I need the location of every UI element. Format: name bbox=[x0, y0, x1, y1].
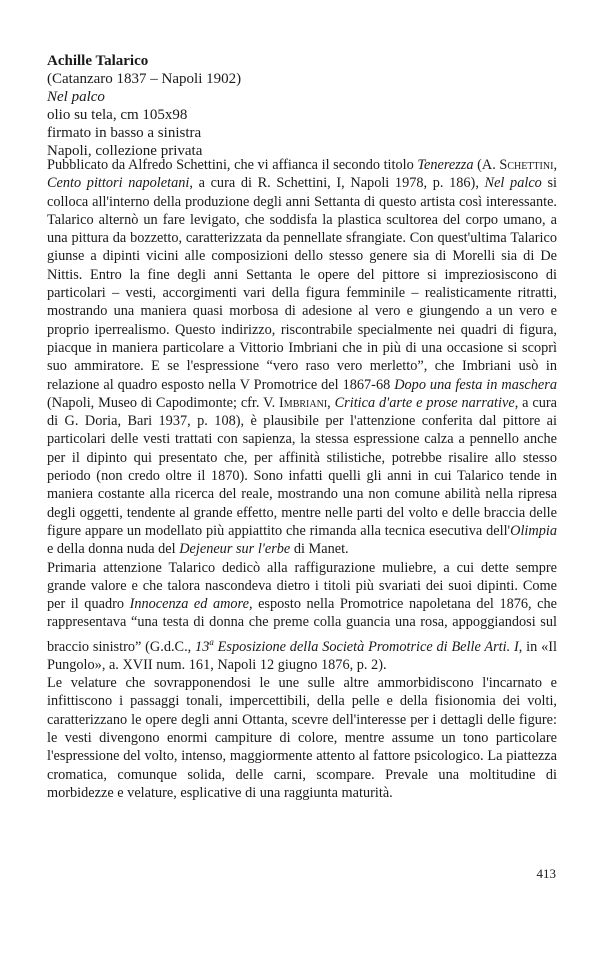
p2-italic-number: 13 bbox=[195, 638, 210, 655]
catalogue-entry-header bbox=[47, 52, 557, 160]
p1-italic-dopo-una-festa: Dopo una festa in maschera bbox=[394, 376, 557, 393]
p1-text-k: (Napoli, Museo di Capodimonte; cfr. V. bbox=[47, 394, 280, 411]
p1-author-schettini: Schettini bbox=[499, 157, 554, 173]
p1-italic-nel-palco: Nel palco bbox=[484, 175, 542, 192]
p1-text-e: , bbox=[553, 157, 558, 173]
p1-text-m: , bbox=[327, 394, 335, 411]
p1-italic-cento-pittori: Cento pittori napoletani bbox=[47, 175, 190, 192]
p2-text-c: , esposto nella Promotrice napoletana del 1876, che rappresentava “una testa di donna che preme colla guancia una rosa, appoggiandosi sul braccio sinistro” (G.d.C., bbox=[47, 596, 558, 655]
p2-superscript: a bbox=[209, 636, 214, 647]
paragraph-2 bbox=[47, 559, 557, 675]
work-signature: firmato in basso a sinistra bbox=[47, 125, 202, 141]
p2-text-a: Primaria attenzione Talarico dedicò alla raffigurazione muliebre, a cui dette sempre grande valore e che talora nascondeva dietro i titoli più svariati dei suoi dipinti. Come per il quadro bbox=[47, 559, 557, 613]
artist-name: Achille Talarico bbox=[47, 53, 149, 69]
p1-italic-tenerezza: Tenerezza bbox=[417, 157, 474, 173]
p1-text-s: di Manet. bbox=[290, 541, 349, 558]
p1-text-q: e della donna nuda del bbox=[47, 541, 180, 558]
artist-life-dates: (Catanzaro 1837 – Napoli 1902) bbox=[47, 71, 242, 87]
work-medium: olio su tela, cm 105x98 bbox=[47, 107, 188, 123]
work-title: Nel palco bbox=[47, 89, 105, 105]
body-text bbox=[47, 156, 557, 802]
page-number: 413 bbox=[536, 866, 556, 881]
p2-italic-innocenza: Innocenza ed amore bbox=[129, 596, 249, 613]
p1-italic-dejeneur: Dejeneur sur l'erbe bbox=[179, 541, 291, 558]
p1-text-g: , a cura di R. Schettini, I, Napoli 1978, p. 186), bbox=[189, 175, 485, 192]
p1-text-i: si colloca all'interno della produzione degli anni Settanta di questo artista così interessante. Talarico alternò un fare levigato, che soddisfa la plastica scultorea del corpo umano, a una pittura da bozzetto, caratterizzata da pennellate sfrangiate. Con quest'ultima Talarico giunse a dipinti vicini alle composizioni dello stesso genere sia di Morelli sia di De Nittis. Entro la fine degli anni Settanta le opere del pittore si impreziosiscono di particolari – vesti, accorgimenti vari della figura femminile – realisticamente ritratti, mostrando una maniera quasi morbosa di adesione al vero e giungendo a un vero e proprio iperrealismo. Questo indirizzo, riscontrabile specialmente nei quadri di figura, piacque in maniera particolare a Vittorio Imbriani che in più di una occasione si scoprì suo ammiratore. E se l'espressione “vero raso vero merletto”, che Imbriani usò in relazione al quadro esposto nella V Promotrice del 1867-68 bbox=[47, 175, 557, 393]
p2-text-f: , in «Il Pungolo», a. XVII num. 161, Napoli 12 giugno 1876, p. 2). bbox=[47, 638, 557, 673]
p1-italic-critica-darte: Critica d'arte e prose narrative bbox=[334, 394, 515, 411]
paragraph-1 bbox=[47, 156, 557, 559]
p1-text-o: , a cura di G. Doria, Bari 1937, p. 108), è plausibile per l'attenzione conferita dal pittore ai particolari delle vesti trattati con sapienza, la stessa espressione calza a pennello anche per il dipinto qui presentato che, per affinità stilistiche, potrebbe risalire allo stesso periodo (non credo oltre il 1870). Sono infatti quelli gli anni in cui Talarico tende in maniera costante alla ricerca del reale, mostrando una non comune abilità nella ripresa degli oggetti, tendente al grande effetto, mentre nelle parti del volto e delle braccia delle figure appare un modellato più appiattito che rimanda alla tecnica esecutiva dell' bbox=[47, 394, 557, 539]
p1-text-c: (A. bbox=[473, 157, 500, 173]
p1-italic-olimpia: Olimpia bbox=[510, 522, 557, 539]
p1-text-a: Pubblicato da Alfredo Schettini, che vi affianca il secondo titolo bbox=[47, 157, 418, 173]
p2-italic-esposizione: Esposizione della Società Promotrice di Belle Arti. I bbox=[213, 638, 519, 655]
work-collection: Napoli, collezione privata bbox=[47, 143, 203, 159]
p1-author-imbriani: Imbriani bbox=[279, 394, 328, 411]
paragraph-3: Le velature che sovrapponendosi le une sulle altre ammorbidiscono l'incarnato e infittiscono i passaggi tonali, impercettibili, della pelle e della fisionomia dei volti, caratterizzano le opere degli anni Ottanta, scevre dell'interesse per i dettagli delle figure: le vesti divengono enormi campiture di colore, mentre assume un tono particolare l'espressione del volto, intenso, maggiormente attento al fattore psicologico. La piattezza cromatica, comunque solida, delle carni, scompare. Prevale una moltitudine di morbidezze e velature, esplicative di una raggiunta maturità. bbox=[47, 675, 557, 801]
